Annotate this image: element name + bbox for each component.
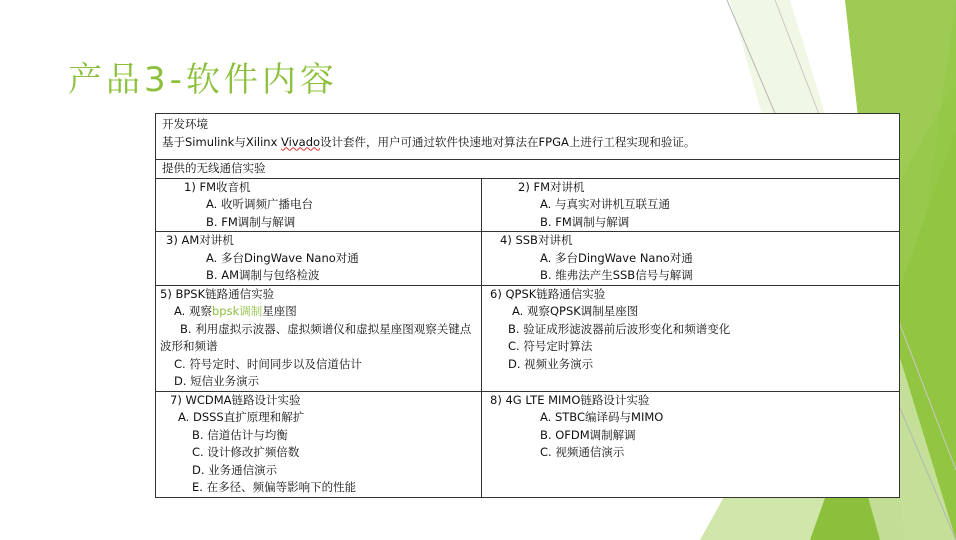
list-item: B. FM调制与解调 xyxy=(206,214,296,229)
list-item: E. 在多径、频偏等影响下的性能 xyxy=(192,480,357,494)
lte-title: 8) 4G LTE MIMO链路设计实验 xyxy=(490,392,650,407)
list-item: A. 多台DingWave Nano对通 xyxy=(540,250,693,265)
experiments-header-row xyxy=(156,160,900,179)
table-row xyxy=(156,178,900,232)
fm-radio-title: 1) FM收音机 xyxy=(184,179,251,194)
list-item: B. FM调制与解调 xyxy=(540,214,630,229)
bpsk-title: 5) BPSK链路通信实验 xyxy=(160,286,275,301)
table-row xyxy=(156,391,900,497)
cell-bpsk xyxy=(156,285,482,391)
environment-desc-vivado: Vivado xyxy=(281,134,321,149)
cell-fm-radio xyxy=(156,178,482,232)
environment-description xyxy=(162,134,899,152)
am-intercom-title: 3) AM对讲机 xyxy=(166,233,234,247)
list-item: C. 符号定时、时间同步以及信道估计 xyxy=(174,356,362,371)
list-item xyxy=(156,303,481,321)
bpsk-item-a-prefix: A. 观察 xyxy=(174,304,212,318)
environment-desc-part1: 基于Simulink与Xilinx xyxy=(162,134,282,149)
list-item: D. 视频业务演示 xyxy=(508,356,594,371)
cell-lte xyxy=(482,391,900,497)
table-row xyxy=(156,285,900,391)
list-item: A. STBC编译码与MIMO xyxy=(540,410,664,424)
list-item: C. 设计修改扩频倍数 xyxy=(192,445,300,459)
page-title: 产品3-软件内容 xyxy=(68,60,338,100)
experiments-header: 提供的无线通信实验 xyxy=(162,161,266,175)
list-item: A. 观察QPSK调制星座图 xyxy=(512,304,639,318)
list-item: B. AM调制与包络检波 xyxy=(206,268,320,282)
environment-heading: 开发环境 xyxy=(162,117,208,131)
bpsk-item-a-highlight: bpsk调制 xyxy=(211,304,263,318)
list-item: B. OFDM调制解调 xyxy=(540,427,636,442)
list-item: D. 业务通信演示 xyxy=(192,462,278,477)
cell-am-intercom xyxy=(156,232,482,286)
environment-row xyxy=(156,114,900,160)
cell-wcdma xyxy=(156,391,482,497)
experiments-header-cell xyxy=(156,160,900,179)
cell-fm-intercom xyxy=(482,178,900,232)
table-row xyxy=(156,232,900,286)
list-item: A. 与真实对讲机互联互通 xyxy=(540,197,670,211)
wcdma-title: 7) WCDMA链路设计实验 xyxy=(170,392,301,407)
list-item: D. 短信业务演示 xyxy=(174,374,260,388)
list-item: A. DSSS直扩原理和解扩 xyxy=(178,410,305,424)
list-item: C. 符号定时算法 xyxy=(508,339,593,353)
list-item: B. 利用虚拟示波器、虚拟频谱仪和虚拟星座图观察关键点波形和频谱 xyxy=(160,321,472,353)
cell-qpsk xyxy=(482,285,900,391)
qpsk-title: 6) QPSK链路通信实验 xyxy=(490,286,606,301)
list-item: B. 信道估计与均衡 xyxy=(192,427,288,442)
cell-ssb-intercom xyxy=(482,232,900,286)
environment-desc-part2: 设计套件，用户可通过软件快速地对算法在FPGA上进行工程实现和验证。 xyxy=(320,134,696,149)
ssb-intercom-title: 4) SSB对讲机 xyxy=(500,233,573,247)
content-table xyxy=(155,113,900,498)
list-item: B. 验证成形滤波器前后波形变化和频谱变化 xyxy=(508,321,731,336)
environment-cell xyxy=(156,114,900,160)
list-item: A. 多台DingWave Nano对通 xyxy=(206,250,359,265)
list-item: B. 维弗法产生SSB信号与解调 xyxy=(540,268,693,282)
list-item: C. 视频通信演示 xyxy=(540,445,625,459)
bpsk-item-a-suffix: 星座图 xyxy=(262,304,297,318)
fm-intercom-title: 2) FM对讲机 xyxy=(518,179,585,194)
list-item: A. 收听调频广播电台 xyxy=(206,197,313,211)
